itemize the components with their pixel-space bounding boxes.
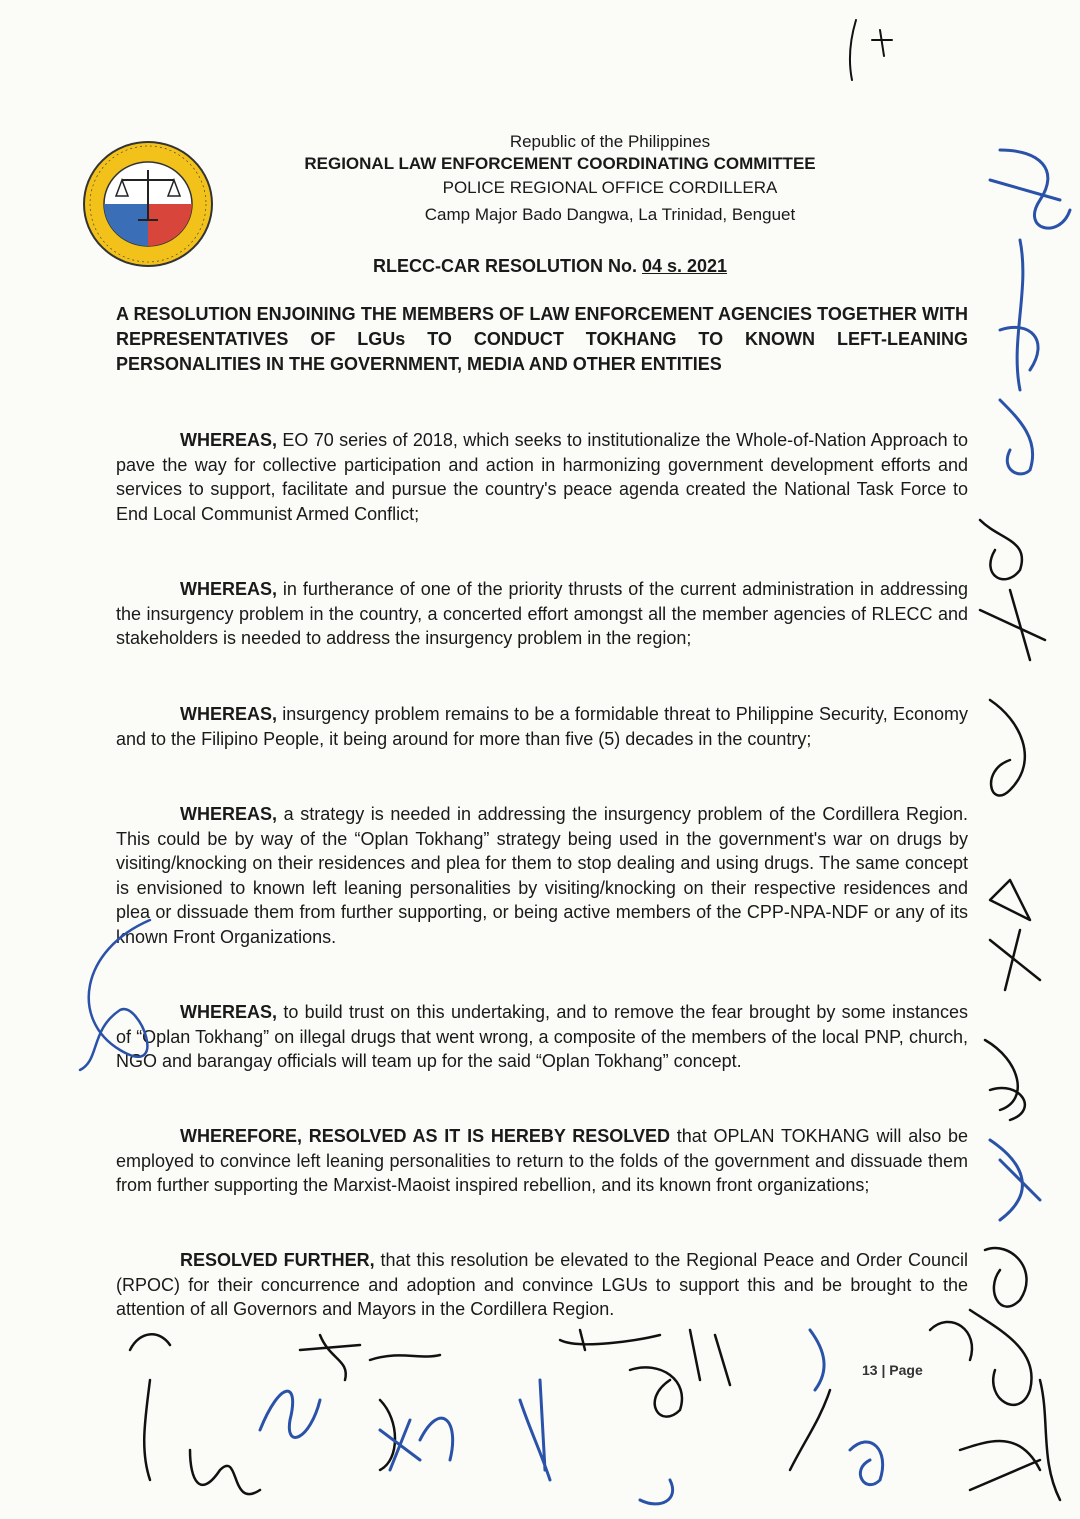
- rlecc-seal-logo: [82, 140, 214, 268]
- signature: [640, 1480, 673, 1504]
- paragraph-lead: WHEREAS,: [180, 1002, 278, 1022]
- paragraph-text: EO 70 series of 2018, which seeks to institutionalize the Whole-of-Nation Approach to pave the way for collective participation and action in harmonizing government development efforts and services to support, facilitate and pursue the country's peace agenda created the National Task Force to End Local Communist Armed Conflict;: [116, 430, 968, 524]
- signature: [850, 1442, 883, 1485]
- header-committee: REGIONAL LAW ENFORCEMENT COORDINATING COMMITTEE: [304, 154, 816, 173]
- signature: [300, 1335, 360, 1380]
- paragraph-lead: WHEREAS,: [180, 804, 278, 824]
- signature: [985, 1040, 1025, 1120]
- signature: [970, 1310, 1032, 1405]
- signature: [990, 1140, 1040, 1220]
- signature: [1040, 1380, 1060, 1500]
- signature: [130, 1334, 170, 1480]
- signature: [190, 1450, 260, 1494]
- signature: [980, 590, 1045, 660]
- resolution-num: 04 s. 2021: [641, 256, 728, 276]
- signature: [370, 1355, 440, 1470]
- signature: [960, 1441, 1040, 1490]
- paragraph: [116, 577, 968, 651]
- paragraph-lead: WHEREAS,: [180, 430, 278, 450]
- paragraph: [116, 428, 968, 526]
- paragraph-text: insurgency problem remains to be a formidable threat to Philippine Security, Economy and to the Filipino People, it being around for more than five (5) decades in the country;: [116, 704, 968, 749]
- signature: [260, 1391, 320, 1437]
- paragraph-lead: WHEREAS,: [180, 704, 278, 724]
- signature: [930, 1322, 972, 1360]
- signature: [850, 20, 892, 80]
- paragraph-text: that OPLAN TOKHANG will also be employed to convince left leaning personalities to return to the folds of the government and dissuade them from further supporting the Marxist-Maoist inspired rebellion, and its known front organizations;: [116, 1126, 969, 1196]
- paragraph: [116, 802, 968, 950]
- signature: [990, 150, 1070, 228]
- paragraph: [116, 1000, 968, 1074]
- signature: [560, 1330, 660, 1350]
- resolution-number: [240, 256, 860, 277]
- signature: [810, 1330, 824, 1390]
- paragraph-lead: WHEREFORE, RESOLVED AS IT IS HEREBY RESOLVED: [180, 1126, 670, 1146]
- signature: [630, 1367, 682, 1416]
- signature: [985, 1248, 1027, 1307]
- header-republic: Republic of the Philippines: [509, 132, 711, 151]
- paragraph: [116, 1124, 968, 1198]
- header-office: POLICE REGIONAL OFFICE CORDILLERA: [442, 178, 778, 197]
- paragraph-text: that this resolution be elevated to the Regional Peace and Order Council (RPOC) for their concurrence and adoption and convince LGUs to support this and be brought to the attention of all Governors and Mayors in the Cordillera Region.: [116, 1250, 968, 1320]
- signature: [690, 1330, 730, 1385]
- signature: [1000, 400, 1033, 474]
- paragraph-lead: RESOLVED FURTHER,: [180, 1250, 375, 1270]
- paragraph-text: in furtherance of one of the priority thrusts of the current administration in addressing the insurgency problem in the country, a concerted effort amongst all the member agencies of RLECC and stakeholders is needed to address the insurgency problem in the region;: [116, 579, 968, 649]
- header-address: Camp Major Bado Dangwa, La Trinidad, Benguet: [424, 205, 796, 224]
- paragraph-text: to build trust on this undertaking, and to remove the fear brought by some instances of “Oplan Tokhang” on illegal drugs that went wrong, a composite of the members of the local PNP, church, NGO and barangay officials will team up for the said “Oplan Tokhang” concept.: [116, 1002, 968, 1072]
- paragraph-lead: WHEREAS,: [180, 579, 278, 599]
- signature: [990, 700, 1025, 796]
- signature: [990, 880, 1030, 920]
- signature: [520, 1380, 550, 1480]
- signature: [380, 1418, 453, 1470]
- signature: [980, 520, 1022, 579]
- paragraph: [116, 702, 968, 751]
- signature: [990, 930, 1040, 990]
- signature: [1000, 240, 1038, 390]
- resolution-prefix: RLECC-CAR RESOLUTION No.: [372, 256, 642, 276]
- page-number: 13 | Page: [862, 1362, 923, 1378]
- resolution-title: A RESOLUTION ENJOINING THE MEMBERS OF LAW ENFORCEMENT AGENCIES TOGETHER WITH REPRESENTATIVES OF LGUs TO CONDUCT TOKHANG TO KNOWN LEFT-LEANING PERSONALITIES IN THE GOVERNMENT, MEDIA AND OTHER ENTITIES: [116, 304, 968, 374]
- paragraph-text: a strategy is needed in addressing the insurgency problem of the Cordillera Region. This could be by way of the “Oplan Tokhang” strategy being used in the government's war on drugs by visiting/knocking on their residences and plea for them to stop dealing and using drugs. The same concept is envisioned to known left leaning personalities by visiting/knocking on their respective residences and plea or dissuade them from further supporting, or being active members of the CPP-NPA-NDF or any of its known Front Organizations.: [116, 804, 968, 947]
- signature: [790, 1390, 830, 1470]
- paragraph: [116, 1248, 968, 1322]
